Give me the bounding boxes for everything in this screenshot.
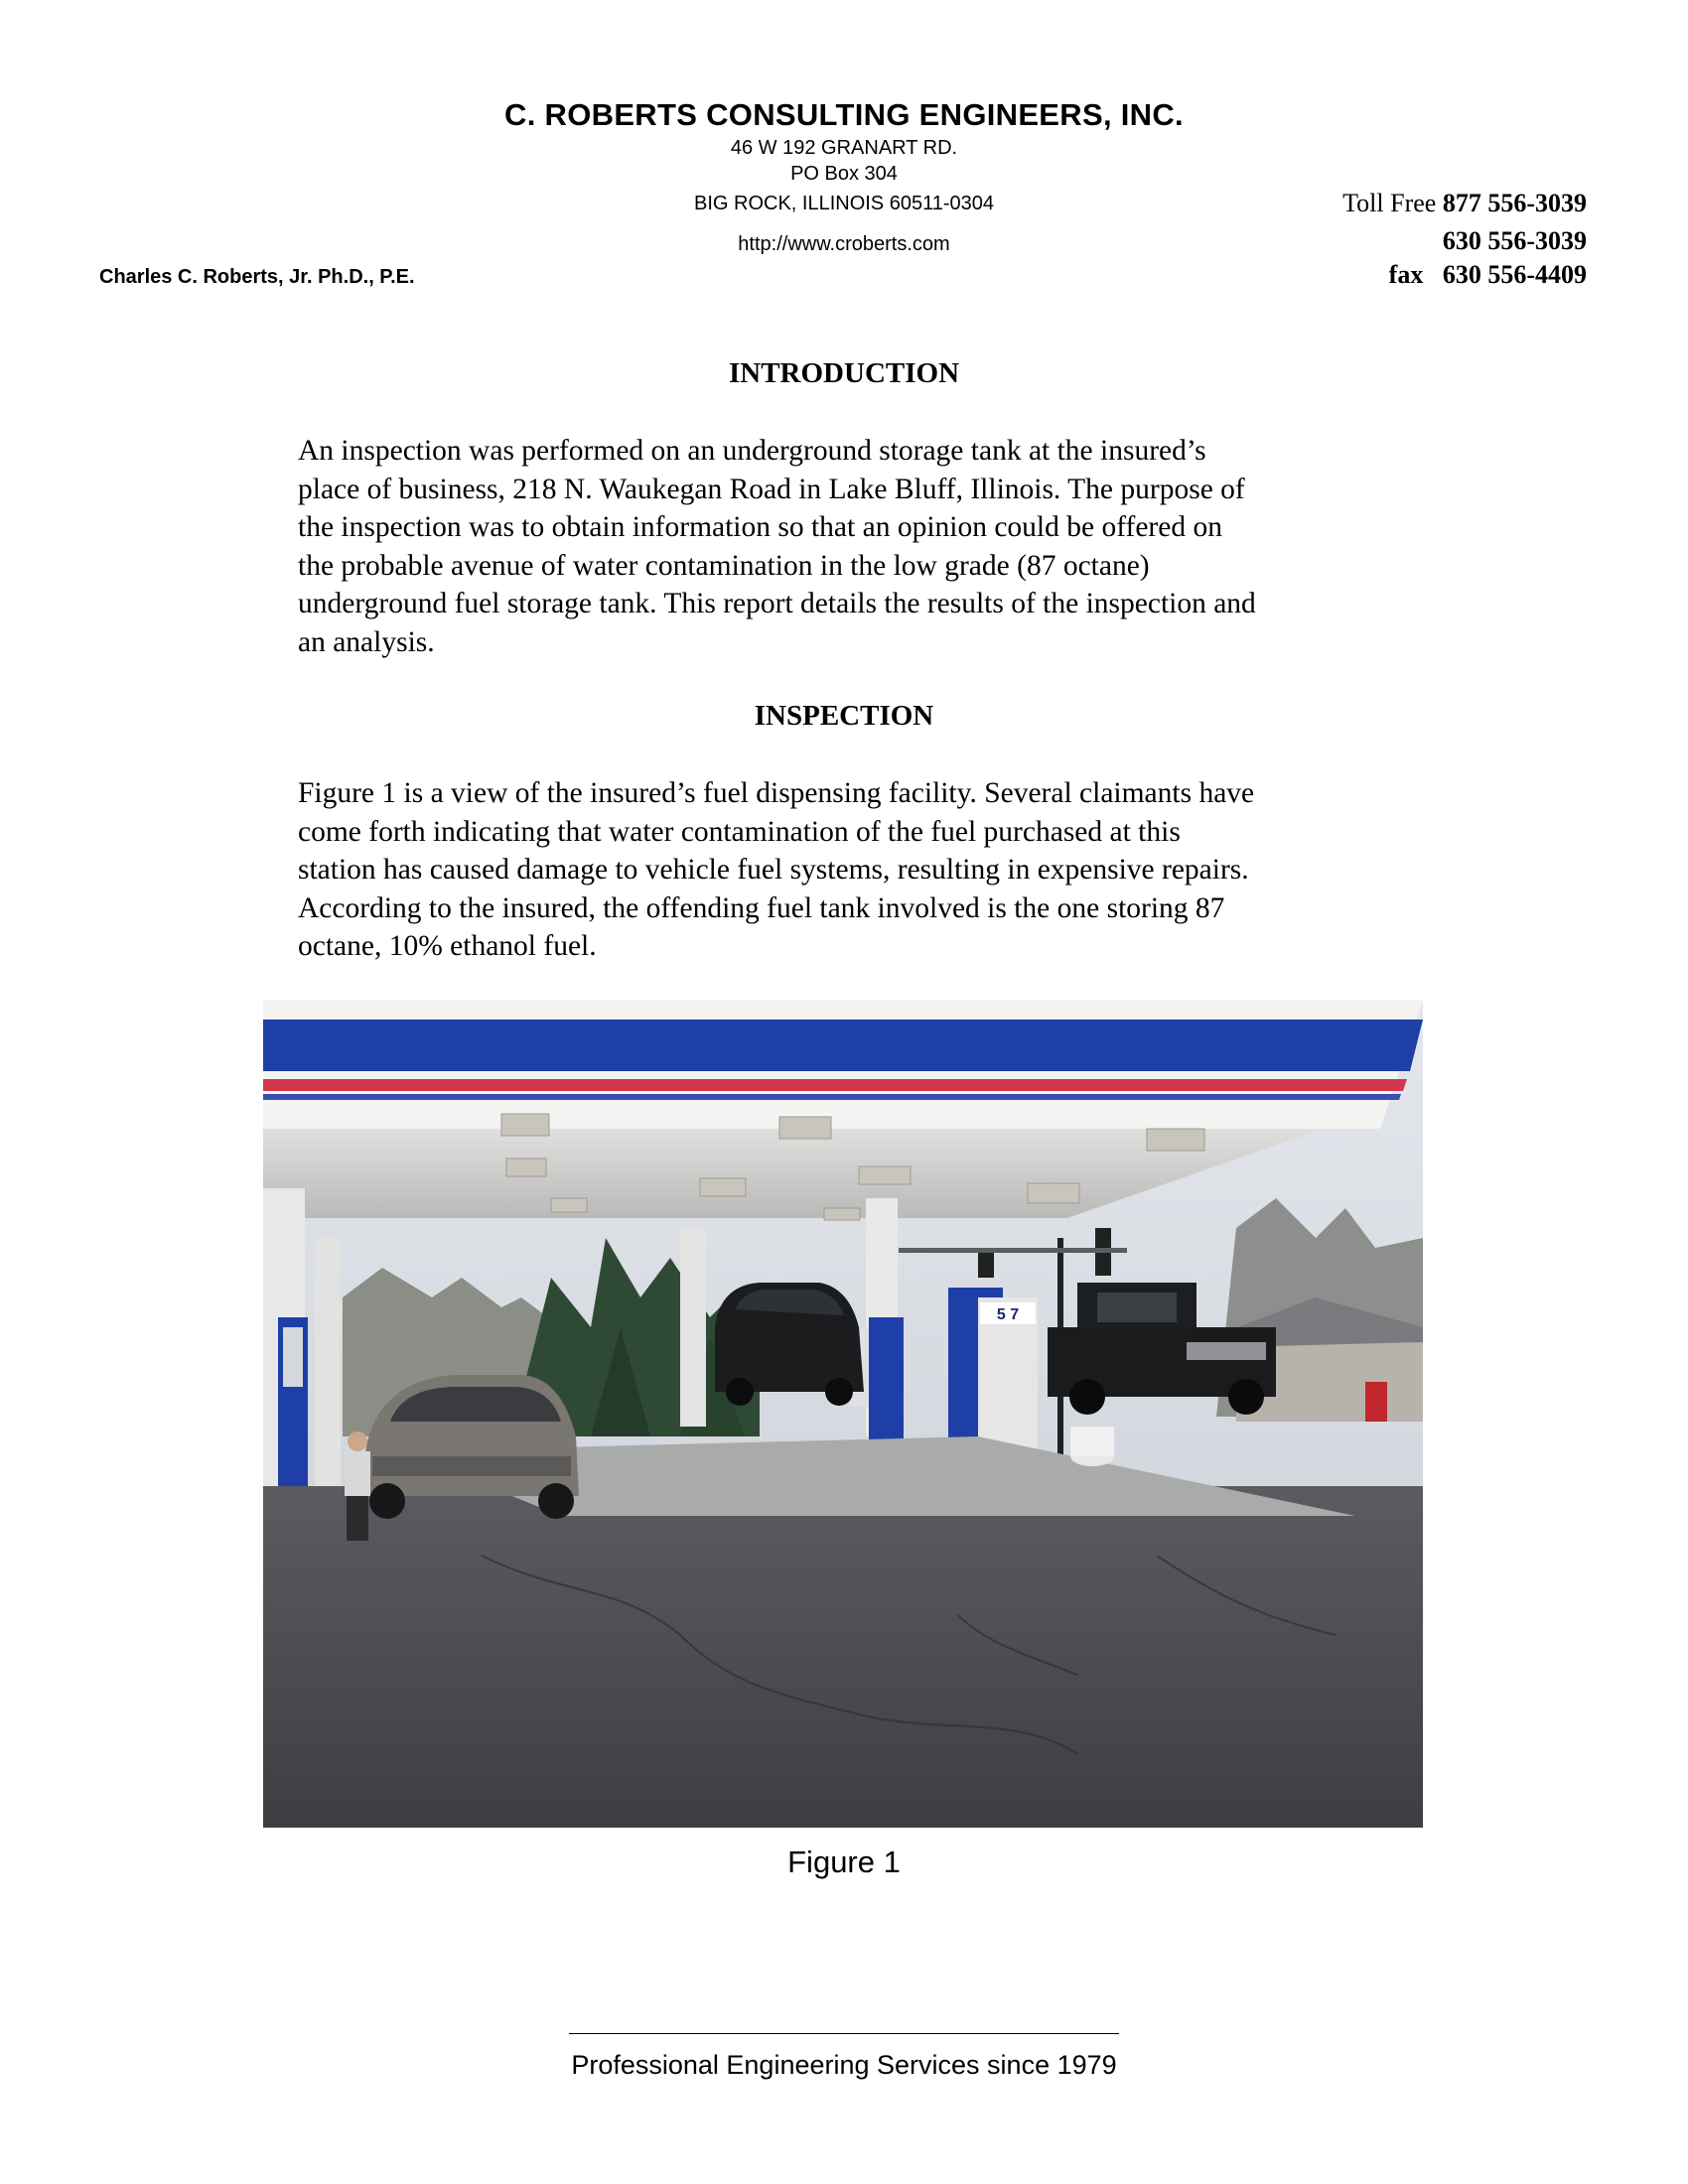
paragraph-line: an analysis. bbox=[298, 625, 435, 658]
black-minivan bbox=[715, 1283, 864, 1406]
inspection-heading: INSPECTION bbox=[754, 700, 934, 732]
paragraph-line: station has caused damage to vehicle fuel systems, resulting in expensive repairs. bbox=[298, 854, 1249, 886]
toll-free-label: Toll Free bbox=[1342, 189, 1437, 217]
phone-number: 630 556-3039 bbox=[1442, 226, 1587, 255]
figure-caption: Figure 1 bbox=[787, 1844, 901, 1879]
address-street: 46 W 192 GRANART RD. bbox=[730, 137, 958, 159]
paragraph-line: underground fuel storage tank. This report details the results of the inspection and bbox=[298, 588, 1256, 619]
address-city: BIG ROCK, ILLINOIS 60511-0304 bbox=[693, 193, 994, 214]
introduction-heading: INTRODUCTION bbox=[728, 357, 960, 389]
firm-name: C. ROBERTS CONSULTING ENGINEERS, INC. bbox=[504, 97, 1184, 132]
website-link[interactable]: http://www.croberts.com bbox=[738, 233, 950, 255]
paragraph-line: octane, 10% ethanol fuel. bbox=[298, 930, 597, 962]
footer-tagline: Professional Engineering Services since 1979 bbox=[571, 2050, 1117, 2080]
red-mailbox bbox=[1365, 1382, 1387, 1422]
paragraph-line: the probable avenue of water contamination in the low grade (87 octane) bbox=[298, 549, 1150, 582]
fax-line bbox=[1342, 258, 1587, 292]
toll-free-number: 877 556-3039 bbox=[1442, 189, 1587, 217]
paragraph-line: come forth indicating that water contamination of the fuel purchased at this bbox=[298, 815, 1181, 848]
engineer-name: Charles C. Roberts, Jr. Ph.D., P.E. bbox=[99, 266, 415, 288]
canopy-blue-pinstripe bbox=[263, 1094, 1401, 1100]
phone-line bbox=[1342, 224, 1587, 258]
pump-sign-number: 5 7 bbox=[996, 1306, 1020, 1323]
paragraph-line: the inspection was to obtain information so that an opinion could be offered on bbox=[298, 511, 1222, 543]
toll-free-line bbox=[1342, 187, 1587, 220]
fax-label: fax bbox=[1388, 260, 1424, 289]
figure-1-photo bbox=[263, 1000, 1423, 1828]
asphalt-lot bbox=[263, 1486, 1423, 1828]
address-po-box: PO Box 304 bbox=[790, 163, 898, 185]
introduction-paragraph bbox=[298, 432, 1400, 661]
canopy-blue-stripe bbox=[263, 1020, 1423, 1071]
trash-bin-body bbox=[1070, 1427, 1114, 1456]
paragraph-line: An inspection was performed on an underground storage tank at the insured’s bbox=[298, 435, 1206, 467]
paragraph-line: place of business, 218 N. Waukegan Road in Lake Bluff, Illinois. The purpose of bbox=[298, 473, 1245, 505]
footer-divider bbox=[569, 2033, 1119, 2034]
signal-arm bbox=[899, 1248, 1127, 1253]
canopy-red-stripe bbox=[263, 1079, 1407, 1091]
paragraph-line: Figure 1 is a view of the insured’s fuel dispensing facility. Several claimants have bbox=[298, 777, 1255, 809]
inspection-paragraph bbox=[298, 774, 1400, 966]
fax-number: 630 556-4409 bbox=[1442, 260, 1587, 289]
paragraph-line: According to the insured, the offending fuel tank involved is the one storing 87 bbox=[298, 891, 1225, 924]
contact-block bbox=[1342, 187, 1587, 292]
